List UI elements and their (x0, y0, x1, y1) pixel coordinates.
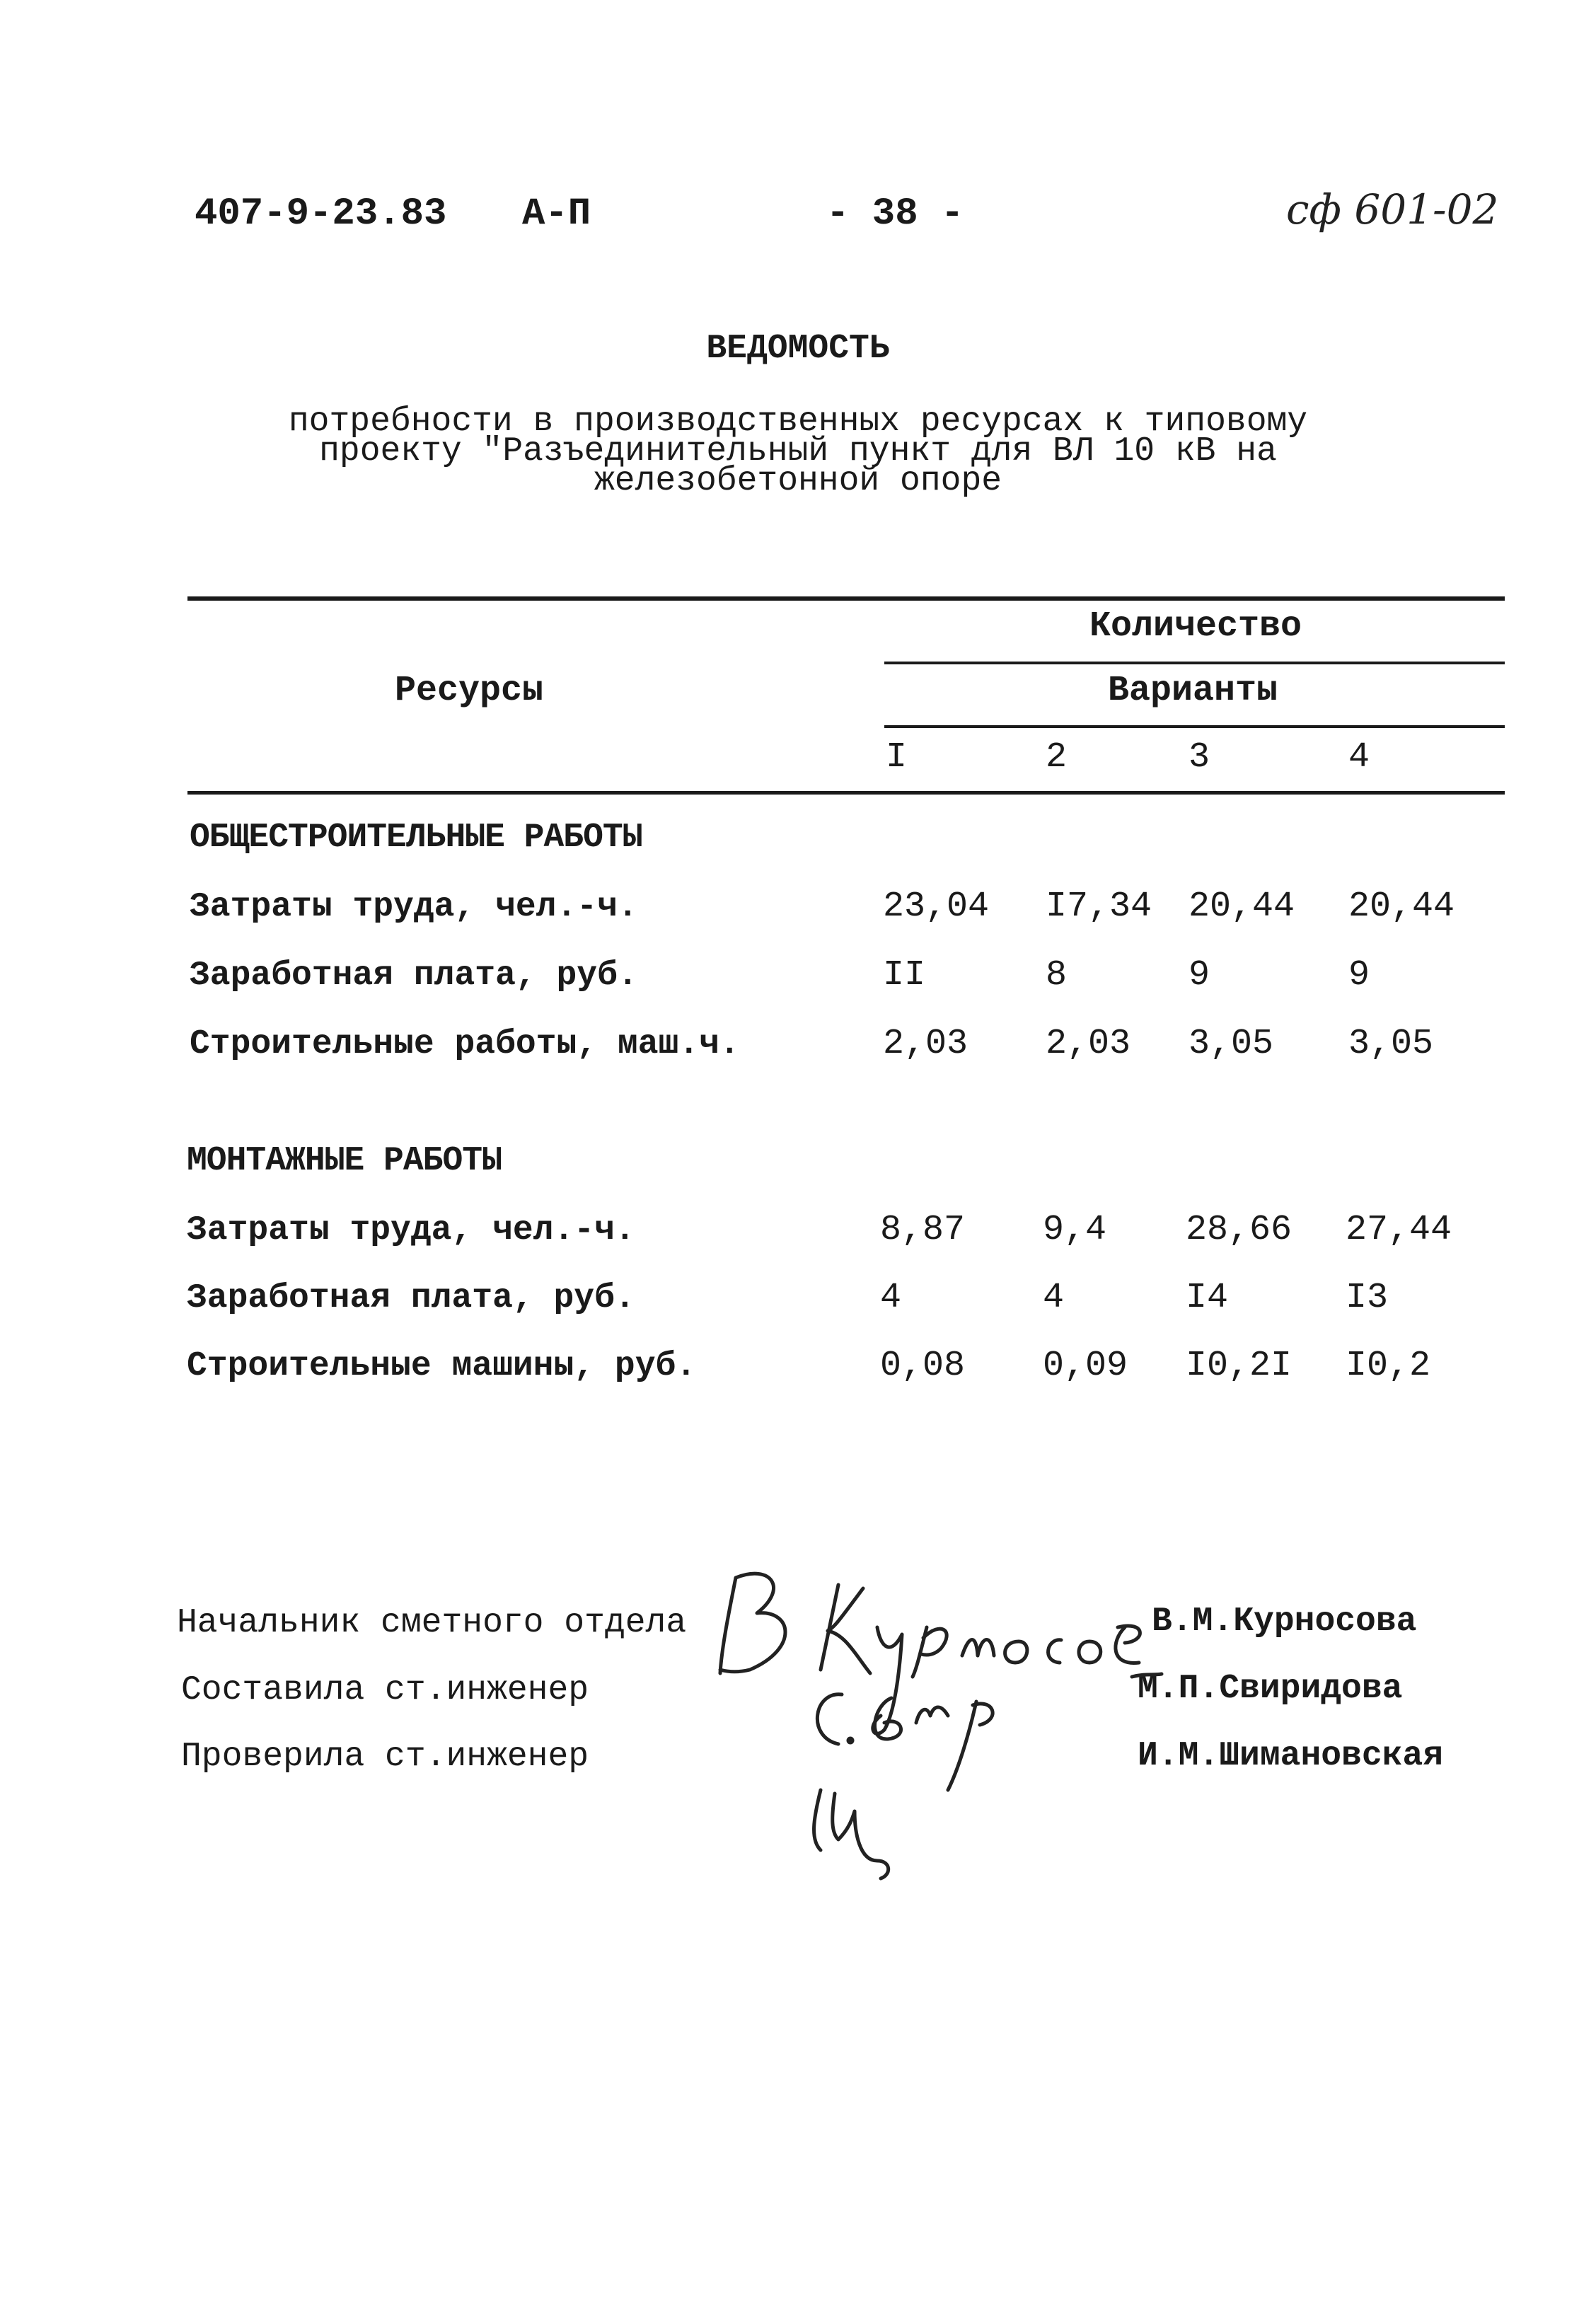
cell-v4: 20,44 (1348, 887, 1455, 927)
row-label: Затраты труда, чел.-ч. (190, 888, 638, 926)
cell-v4: I3 (1346, 1278, 1389, 1318)
cell-v2: 2,03 (1046, 1024, 1131, 1064)
signature-name-3: И.М.Шимановская (1138, 1737, 1444, 1775)
table-top-rule (187, 596, 1505, 601)
signature-1-stroke (1116, 1626, 1140, 1663)
subtitle-line-3: железобетонной опоре (594, 462, 1002, 500)
signature-1-stroke (1048, 1640, 1061, 1663)
album-code: А-П (522, 192, 591, 236)
signature-1-stroke (1005, 1641, 1027, 1663)
quantity-header: Количество (1089, 606, 1302, 647)
section-title-general-construction: ОБЩЕСТРОИТЕЛЬНЫЕ РАБОТЫ (190, 819, 642, 857)
cell-v2: 9,4 (1043, 1210, 1107, 1250)
cell-v1: 8,87 (880, 1210, 966, 1250)
variants-underline (884, 725, 1505, 728)
cell-v3: 28,66 (1186, 1210, 1293, 1250)
signature-1-stroke (720, 1574, 785, 1673)
cell-v1: 4 (880, 1278, 902, 1318)
cell-v3: 9 (1189, 955, 1210, 995)
signature-1-stroke (962, 1640, 994, 1656)
cell-v1: II (883, 955, 926, 995)
cell-v2: 4 (1043, 1278, 1065, 1318)
cell-v4: 27,44 (1346, 1210, 1452, 1250)
cell-v4: 3,05 (1348, 1024, 1434, 1064)
signature-name-1: В.М.Курносова (1152, 1603, 1417, 1641)
subtitle (0, 403, 1596, 500)
signature-2-stroke (948, 1702, 993, 1790)
cell-v4: 9 (1348, 955, 1370, 995)
variant-2-header: 2 (1046, 737, 1068, 778)
cell-v4: I0,2 (1346, 1346, 1431, 1386)
cell-v2: 0,09 (1043, 1346, 1128, 1386)
row-label: Заработная плата, руб. (190, 957, 638, 995)
signature-role-2: Составила ст.инженер (181, 1671, 589, 1709)
signature-2-stroke (817, 1694, 842, 1744)
subtitle-line-2: проекту "Разъединительный пункт для ВЛ 10 кВ на (319, 432, 1277, 470)
row-label: Заработная плата, руб. (187, 1279, 635, 1317)
signature-name-2: М.П.Свиридова (1138, 1670, 1403, 1708)
resources-header: Ресурсы (395, 671, 544, 711)
page-title: ВЕДОМОСТЬ (706, 330, 890, 368)
signature-2-stroke (916, 1707, 948, 1723)
variant-3-header: 3 (1189, 737, 1210, 778)
section-title-installation: МОНТАЖНЫЕ РАБОТЫ (187, 1142, 502, 1180)
cell-v2: 8 (1046, 955, 1068, 995)
signature-3-stroke (814, 1790, 889, 1878)
signature-2-stroke (848, 1738, 852, 1743)
signature-1-stroke (821, 1585, 870, 1673)
quantity-underline (884, 662, 1505, 664)
signature-role-1: Начальник сметного отдела (177, 1604, 687, 1642)
variant-4-header: 4 (1348, 737, 1370, 778)
page-number: - 38 - (826, 192, 964, 236)
table-header-bottom-rule (187, 791, 1505, 795)
row-label: Строительные машины, руб. (187, 1347, 697, 1385)
cell-v3: I0,2I (1186, 1346, 1293, 1386)
subtitle-line-1: потребности в производственных ресурсах к типовому (288, 403, 1308, 441)
cell-v3: 3,05 (1189, 1024, 1274, 1064)
handwritten-signatures (715, 1549, 1181, 1882)
signature-role-3: Проверила ст.инженер (181, 1738, 589, 1776)
cell-v3: I4 (1186, 1278, 1229, 1318)
cell-v1: 2,03 (883, 1024, 968, 1064)
handwritten-stamp: сф 601-02 (1286, 185, 1499, 233)
signature-1-stroke (1079, 1641, 1101, 1663)
row-label: Строительные работы, маш.ч. (190, 1025, 740, 1063)
variants-header: Варианты (1108, 671, 1278, 711)
variant-1-header: I (886, 737, 908, 778)
cell-v1: 23,04 (883, 887, 990, 927)
cell-v1: 0,08 (880, 1346, 966, 1386)
document-code: 407-9-23.83 (195, 192, 447, 236)
cell-v2: I7,34 (1046, 887, 1152, 927)
signature-1-stroke (1132, 1674, 1162, 1677)
cell-v3: 20,44 (1189, 887, 1295, 927)
signature-1-stroke (913, 1627, 947, 1677)
row-label: Затраты труда, чел.-ч. (187, 1211, 635, 1249)
